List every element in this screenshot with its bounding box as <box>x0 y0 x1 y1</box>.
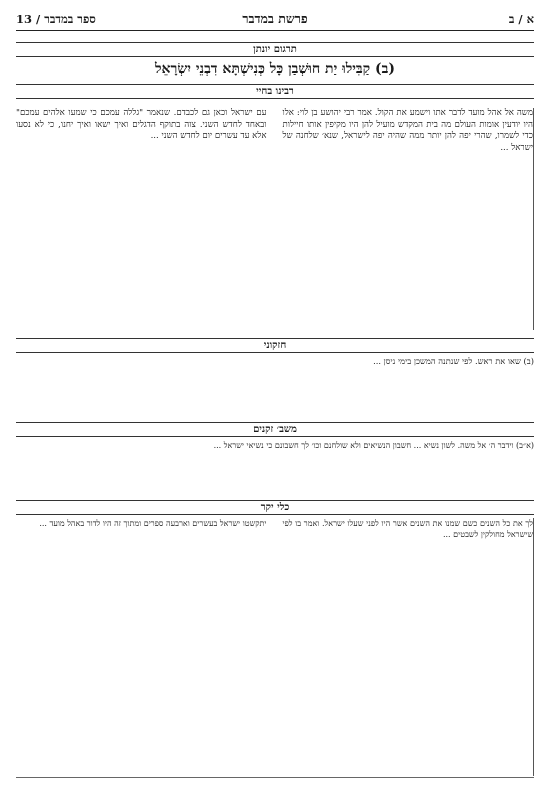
bachya-left-column <box>16 108 267 330</box>
moshav-section <box>16 422 534 451</box>
targum-text: (ב) קַבִּילוּ יַת חוּשְׁבַן כָּל כְּנִישְׁתָּא דִבְנֵי יִשְׂרָאֵל <box>154 61 396 77</box>
bachya-columns <box>16 108 534 330</box>
chizkuni-column <box>16 338 534 418</box>
kli-yakar-section <box>16 500 534 515</box>
bachya-left-text: עם ישראל וכאן גם לכבדם. שנאמר "גללה עמכם כי שמעו אלהים עמכם" ובאחד לחדש השני. צוה בתוקף הדגלים ואיך ישאו ואיך יחנו, כי לא נסעו אלא עד עשרים יום לחדש השני ... <box>16 108 267 142</box>
kli-yakar-columns <box>16 518 534 776</box>
chizkuni-title: חזקוני <box>16 338 534 353</box>
parsha-title: פרשת במדבר <box>242 11 308 26</box>
footer-rule <box>16 777 534 778</box>
page-header <box>16 8 534 31</box>
moshav-title: משב׳ זקנים <box>16 422 534 437</box>
kli-yakar-right-text: לך את כל השנים כשם שמנו את השנים אשר היו לפני שעלו ישראל. ואמר בו לפי שישראל מחולקין לשבטים ... <box>282 519 533 539</box>
chapter-verse-ref: א / ב <box>508 12 534 26</box>
moshav-text: (א״ב) וידבר ה׳ אל משה. לשון נשיא ... חשבון הנשיאים ולא שולחנם וכו׳ לך חשבונם כי נשיאי ישראל ... <box>213 441 534 450</box>
bachya-right-column <box>277 108 535 330</box>
chizkuni-text: (ב) שאו את ראש. לפי שנתנה המשכן בימי ניסן ... <box>373 356 534 366</box>
bachya-title: רבינו בחיי <box>16 84 534 99</box>
kli-yakar-right-column <box>277 518 535 776</box>
book-page-ref: ספר במדבר / 13 <box>16 12 96 26</box>
kli-yakar-left-text: יתקשטו ישראל בעשרים וארבעה ספרים ומתוך זה היו לדור באהל מועד ... <box>39 519 267 528</box>
targum-title: תרגום יונתן <box>16 42 534 57</box>
kli-yakar-left-column <box>16 518 267 776</box>
targum-section <box>16 42 534 99</box>
mid-columns <box>16 338 534 418</box>
kli-yakar-title: כלי יקר <box>16 500 534 515</box>
bachya-right-text: משה אל אהל מועד לדבר אתו וישמע את הקול. אמר רבי יהושע בן לוי: אלו היו יודעין אומות העולם מה בית המקדש מועיל להן היו מקיפין אותו חיילות כדי לשמרו, שהרי יפה להן יותר ממה שהיה יפה לישראל, שנא׳ שלחנה של ישראל ... <box>282 108 533 153</box>
